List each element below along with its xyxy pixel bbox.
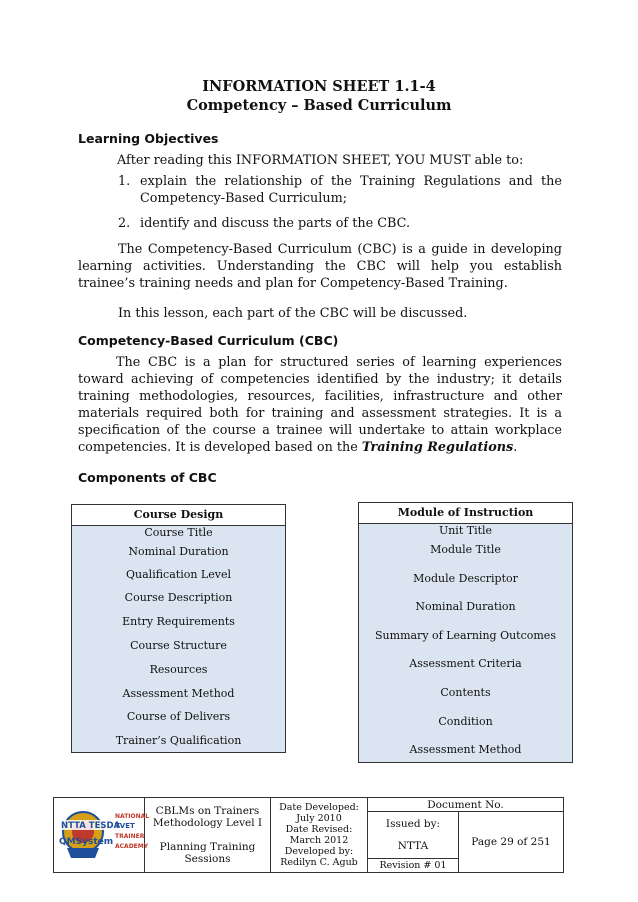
- date-developed-label: Date Developed:: [279, 802, 359, 813]
- objective-item-2: [118, 215, 562, 232]
- training-regulations-emphasis: Training Regulations: [361, 440, 514, 455]
- module-item: Assessment Criteria: [409, 657, 522, 670]
- learning-objectives-heading: Learning Objectives: [78, 131, 219, 146]
- components-heading: Components of CBC: [78, 470, 217, 485]
- course-design-item: Qualification Level: [126, 568, 231, 581]
- course-line-2: Methodology Level I: [152, 817, 263, 829]
- module-item: Summary of Learning Outcomes: [375, 629, 556, 642]
- ntta-tesda-logo: [57, 804, 150, 864]
- date-developed: July 2010: [296, 813, 342, 824]
- course-design-item: Resources: [149, 663, 208, 676]
- objectives-intro: After reading this INFORMATION SHEET, YOU MUST able to:: [117, 153, 524, 168]
- page-number: Page 29 of 251: [459, 812, 564, 873]
- revision-number: Revision # 01: [368, 859, 459, 873]
- course-design-item: Entry Requirements: [122, 615, 235, 628]
- developed-by-label: Developed by:: [284, 846, 354, 857]
- course-cell: [145, 798, 271, 873]
- cbc-body-paragraph: [78, 354, 562, 456]
- dates-cell: [271, 798, 368, 873]
- svg-text:NATIONAL: NATIONAL: [115, 812, 150, 820]
- course-design-item: Course of Delivers: [126, 710, 231, 723]
- issued-by-label: Issued by:: [385, 818, 441, 830]
- course-design-item: Assessment Method: [122, 687, 235, 700]
- course-design-item: Course Description: [124, 591, 233, 604]
- module-item: Module Descriptor: [413, 572, 518, 585]
- course-design-item: Nominal Duration: [128, 545, 229, 558]
- date-revised: March 2012: [289, 835, 349, 846]
- course-design-title: Course Design: [72, 505, 285, 526]
- course-design-box: [71, 504, 286, 753]
- issued-by-cell: [368, 812, 459, 859]
- svg-text:TVET: TVET: [115, 821, 135, 830]
- session-line-1: Planning Training: [159, 841, 256, 853]
- document-no-label: Document No.: [368, 798, 564, 812]
- objective-item-1: [118, 173, 562, 207]
- lesson-paragraph: In this lesson, each part of the CBC will be discussed.: [118, 306, 468, 321]
- cbc-body-text: The CBC is a plan for structured series of learning experiences toward achieving of competencies identified by the industry; it details training methodologies, resources, facilities, infrastructure and other materials required both for training and assessment strategies. It is a specification of the course a trainee will undertake to attain workplace competencies. It is developed based on the: [78, 355, 562, 455]
- svg-text:TRAINER: TRAINER: [115, 832, 145, 840]
- module-title: Module of Instruction: [359, 503, 572, 524]
- svg-text:ACADEMY: ACADEMY: [115, 842, 149, 850]
- objective-text: identify and discuss the parts of the CBC.: [140, 216, 411, 231]
- course-design-item: Course Title: [144, 526, 213, 539]
- course-design-item: Course Structure: [130, 639, 227, 652]
- developed-by: Redilyn C. Agub: [280, 857, 358, 868]
- objective-num: 1.: [118, 174, 131, 189]
- issued-by: NTTA: [397, 840, 429, 852]
- module-box: [358, 502, 573, 763]
- svg-text:QMSystem: QMSystem: [59, 836, 114, 847]
- module-item: Nominal Duration: [415, 600, 516, 613]
- module-item: Assessment Method: [409, 743, 522, 756]
- module-item: Contents: [440, 686, 491, 699]
- course-line-1: CBLMs on Trainers: [155, 805, 260, 817]
- objective-text: explain the relationship of the Training Regulations and the Competency-Based Curriculum;: [140, 174, 562, 206]
- info-sheet-subtitle: Competency – Based Curriculum: [186, 97, 452, 114]
- document-footer: [53, 797, 564, 873]
- cbc-intro-paragraph: The Competency-Based Curriculum (CBC) is a guide in developing learning activities. Understanding the CBC will help you establish trainee’s training needs and plan for Competency-Based Training.: [78, 242, 562, 291]
- cbc-heading: Competency-Based Curriculum (CBC): [78, 333, 339, 348]
- session-line-2: Sessions: [184, 853, 231, 865]
- objective-num: 2.: [118, 216, 131, 231]
- module-item: Module Title: [430, 543, 501, 556]
- cbc-body-end: .: [513, 440, 518, 455]
- svg-text:NTTA TESDA: NTTA TESDA: [61, 820, 121, 831]
- module-item: Condition: [438, 715, 493, 728]
- ntta-logo-cell: [54, 798, 150, 873]
- module-item: Unit Title: [438, 524, 493, 537]
- info-sheet-title: INFORMATION SHEET 1.1-4: [202, 78, 436, 95]
- date-revised-label: Date Revised:: [285, 824, 353, 835]
- course-design-item: Trainer’s Qualification: [115, 734, 242, 747]
